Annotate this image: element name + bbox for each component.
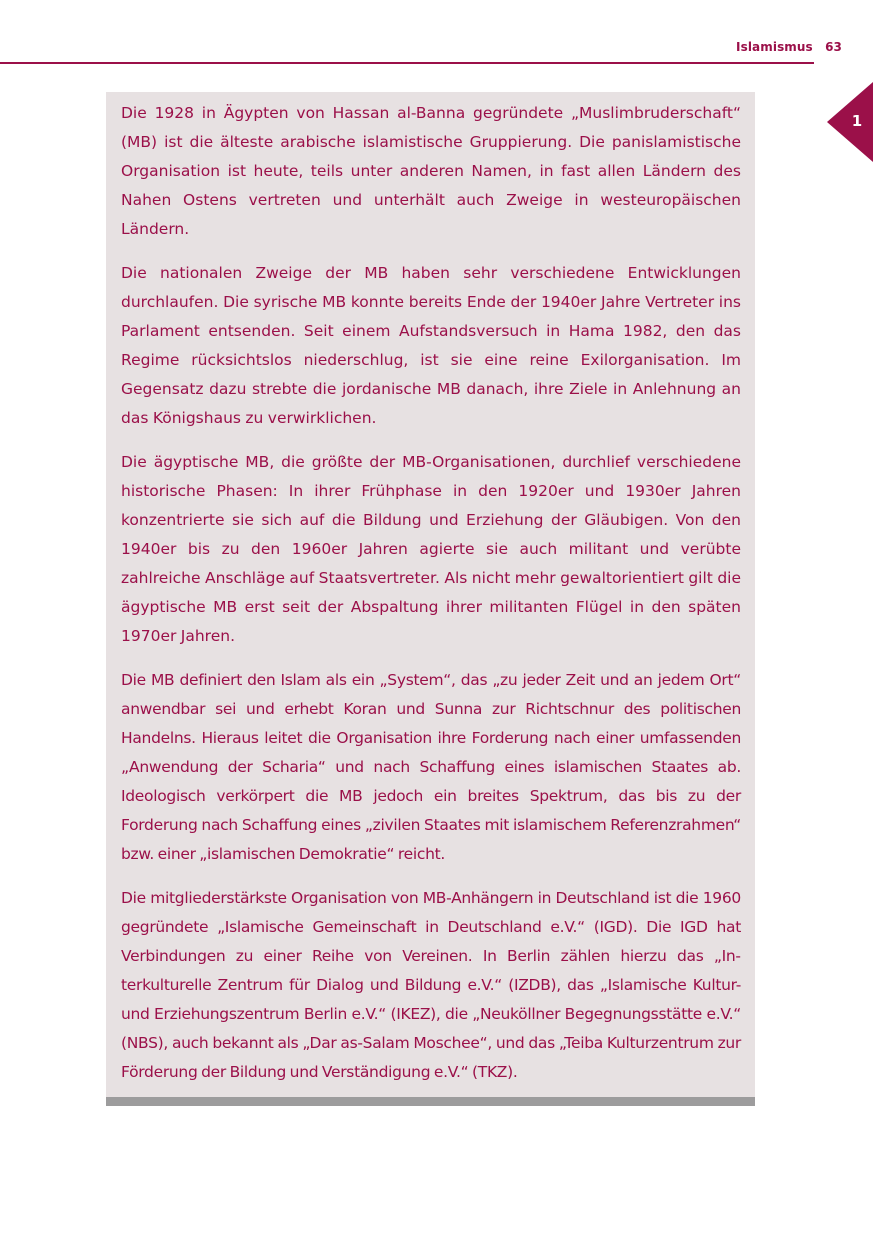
section-title: Islamismus [736, 40, 813, 54]
chapter-number: 1 [851, 112, 863, 130]
header-rule [0, 62, 814, 64]
info-box-bottom-rule [106, 1097, 755, 1106]
paragraph-3: Die ägyptische MB, die größte der MB-Organisationen, durchlief verschiedene historische Phasen: In ihrer Frühphase in den 1920er und 1930er Jahren konzentrierte sie sich auf die Bildung und Erziehung der Gläubigen. Von den 1940er bis zu den 1960er Jahren agierte sie auch militant und verübte zahlreiche Anschläge auf Staatsvertreter. Als nicht mehr gewaltorientiert gilt die ägyptische MB erst seit der Abspaltung ihrer militanten Flügel in den späten 1970er Jahren. [121, 453, 741, 645]
paragraph-1: Die 1928 in Ägypten von Hassan al-Banna gegründete „Muslimbruderschaft“ (MB) ist die älteste arabische islamistische Gruppierung. Die panislamistische Organisation ist heute, teils unter anderen Namen, in fast allen Ländern des Nahen Ostens vertreten und unterhält auch Zweige in westeuropäischen Ländern. [121, 104, 741, 238]
paragraph-2: Die nationalen Zweige der MB haben sehr verschiedene Entwicklungen durchlaufen. Die syrische MB konnte bereits Ende der 1940er Jahre Vertreter ins Parlament entsenden. Seit einem Aufstandsversuch in Hama 1982, den das Regime rücksichtslos niederschlug, ist sie eine reine Exilorganisation. Im Gegensatz dazu strebte die jordanische MB danach, ihre Ziele in Anlehnung an das Königshaus zu verwirklichen. [121, 264, 741, 427]
paragraph-5: Die mitgliederstärkste Organisation von MB-Anhängern in Deutschland ist die 1960 gegründete „Islamische Gemeinschaft in Deutschland e.V.“ (IGD). Die IGD hat Verbindungen zu einer Reihe von Vereinen. In Berlin zählen hierzu das „Interkulturelle Zentrum für Dialog und Bildung e.V.“ (IZDB), das „Islamische Kultur- und Erziehungszentrum Berlin e.V.“ (IKEZ), die „Neuköllner Begegnungsstätte e.V.“ (NBS), auch bekannt als „Dar as-Salam Moschee“, und das „Teiba Kulturzentrum zur Förderung der Bildung und Verständigung e.V.“ (TKZ). [121, 889, 741, 1081]
page-number: 63 [825, 40, 842, 54]
running-header [736, 40, 842, 54]
info-box [106, 92, 755, 1097]
paragraph-4: Die MB definiert den Islam als ein „System“, das „zu jeder Zeit und an jedem Ort“ anwendbar sei und erhebt Koran und Sunna zur Richtschnur des politischen Handelns. Hieraus leitet die Organisation ihre Forderung nach einer umfassenden „Anwendung der Scharia“ und nach Schaffung eines islamischen Staates ab. Ideologisch verkörpert die MB jedoch ein breites Spektrum, das bis zu der Forderung nach Schaffung eines „zivilen Staates mit islamischem Referenzrahmen“ bzw. einer „islamischen Demokratie“ reicht. [121, 671, 741, 863]
